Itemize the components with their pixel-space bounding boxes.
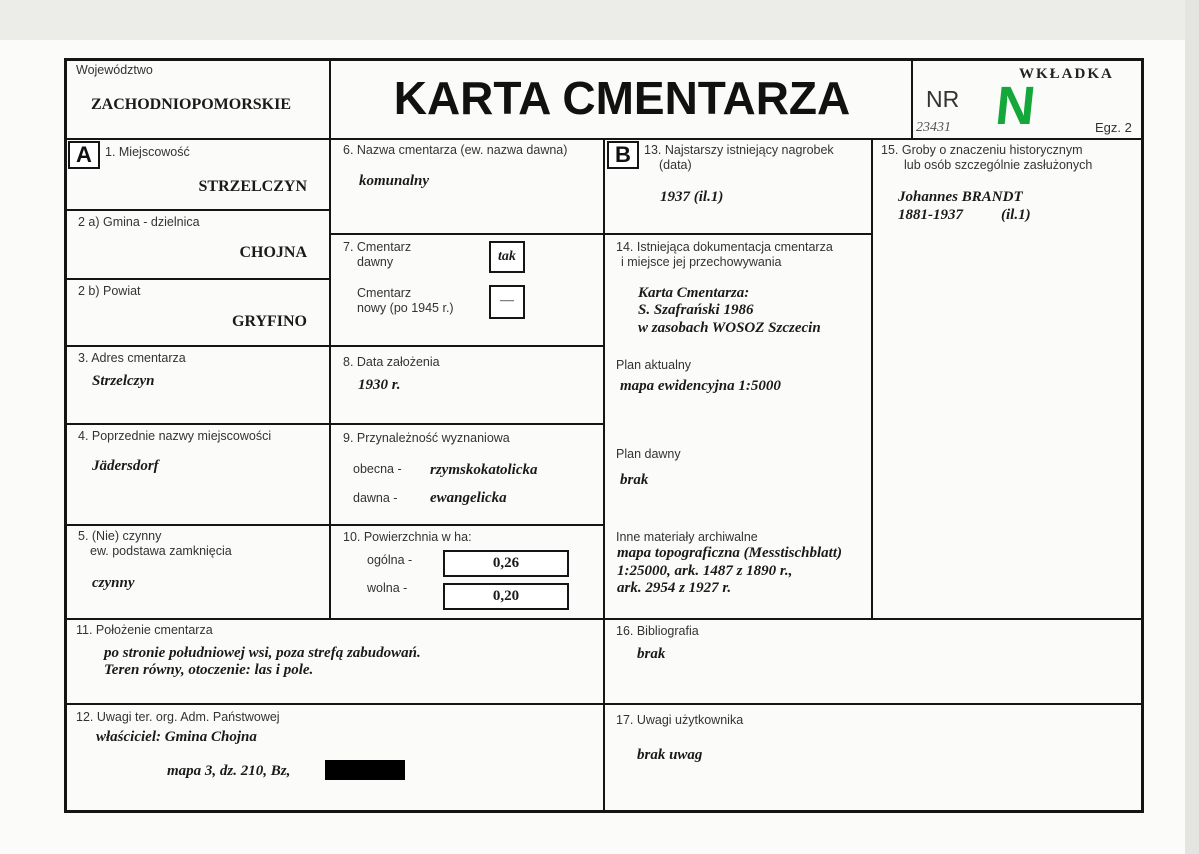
- copy-label: Egz. 2: [1095, 120, 1132, 135]
- active-label-2: ew. podstawa zamknięcia: [90, 544, 232, 558]
- graves-label-2: lub osób szczególnie zasłużonych: [904, 158, 1093, 172]
- new-cemetery-box: —: [489, 285, 525, 319]
- commune-label: 2 a) Gmina - dzielnica: [78, 215, 200, 229]
- oldest-grave-value: 1937 (il.1): [660, 189, 724, 205]
- col3-divider: [871, 138, 873, 620]
- locality-value: STRZELCZYN: [198, 178, 307, 195]
- docs-value-2: S. Szafrański 1986: [638, 302, 754, 318]
- active-value: czynny: [92, 575, 135, 591]
- former-names-label: 4. Poprzednie nazwy miejscowości: [78, 429, 272, 443]
- page-title: KARTA CMENTARZA: [393, 72, 851, 124]
- current-denomination-label: obecna -: [353, 462, 402, 476]
- oldest-grave-label-2: (data): [659, 158, 692, 172]
- redaction-bar: [325, 760, 405, 780]
- docs-value-3: w zasobach WOSOZ Szczecin: [638, 320, 821, 336]
- location-label: 11. Położenie cmentarza: [76, 623, 213, 637]
- new-cemetery-label: Cmentarz: [357, 286, 412, 300]
- old-cemetery-box: tak: [489, 241, 525, 273]
- current-plan-value: mapa ewidencyjna 1:5000: [620, 378, 781, 394]
- frame-right: [1141, 58, 1144, 813]
- docs-value-1: Karta Cmentarza:: [638, 285, 750, 301]
- active-label: 5. (Nie) czynny: [78, 529, 162, 543]
- nr-handwritten: 23431: [916, 120, 951, 135]
- row-a2: [64, 278, 331, 280]
- row-a4: [64, 423, 605, 425]
- archive-label: Inne materiały archiwalne: [616, 530, 758, 544]
- voivodeship-value: ZACHODNIOPOMORSKIE: [91, 96, 292, 113]
- grave-years: 1881-1937: [898, 207, 963, 223]
- current-plan-label: Plan aktualny: [616, 358, 692, 372]
- location-value-2: Teren równy, otoczenie: las i pole.: [104, 662, 314, 678]
- total-area-label: ogólna -: [367, 553, 413, 567]
- scan-top-margin: [0, 0, 1199, 40]
- grave-name: Johannes BRANDT: [898, 189, 1023, 205]
- founded-value: 1930 r.: [358, 377, 401, 393]
- col2-divider: [603, 138, 605, 813]
- location-value-1: po stronie południowej wsi, poza strefą zabudowań.: [104, 645, 421, 661]
- row-m1: [329, 233, 605, 235]
- archive-value-3: ark. 2954 z 1927 r.: [617, 580, 732, 596]
- denomination-label: 9. Przynależność wyznaniowa: [343, 431, 510, 445]
- graves-label: 15. Groby o znaczeniu historycznym: [881, 143, 1083, 157]
- old-cemetery-label: 7. Cmentarz: [343, 240, 412, 254]
- insert-label: WKŁADKA: [1019, 66, 1114, 82]
- nr-mark: N: [992, 76, 1039, 136]
- cemetery-name-value: komunalny: [359, 173, 430, 189]
- archive-value-1: mapa topograficzna (Messtischblatt): [617, 545, 843, 561]
- remarks-label: 12. Uwagi ter. org. Adm. Państwowej: [76, 710, 280, 724]
- founded-label: 8. Data założenia: [343, 355, 440, 369]
- user-remarks-label: 17. Uwagi użytkownika: [616, 713, 744, 727]
- voivodeship-label: Województwo: [76, 63, 153, 77]
- old-cemetery-label-2: dawny: [357, 255, 394, 269]
- free-area-box: 0,20: [443, 583, 569, 610]
- row-a5: [64, 524, 605, 526]
- free-area-label: wolna -: [367, 581, 408, 595]
- nr-label: NR: [926, 86, 960, 112]
- remarks-value-1: właściciel: Gmina Chojna: [96, 729, 257, 745]
- cemetery-card: [64, 58, 1144, 814]
- locality-label: 1. Miejscowość: [105, 145, 190, 159]
- cemetery-name-label: 6. Nazwa cmentarza (ew. nazwa dawna): [343, 143, 568, 157]
- scan-right-margin: [1185, 0, 1199, 854]
- current-denomination-value: rzymskokatolicka: [430, 462, 538, 478]
- county-value: GRYFINO: [232, 313, 307, 330]
- area-label: 10. Powierzchnia w ha:: [343, 530, 472, 544]
- row-b1: [603, 233, 873, 235]
- former-names-value: Jädersdorf: [92, 458, 159, 474]
- archive-value-2: 1:25000, ark. 1487 z 1890 r.,: [617, 563, 793, 579]
- section-b-badge: B: [607, 141, 639, 169]
- bibliography-label: 16. Bibliografia: [616, 624, 699, 638]
- commune-value: CHOJNA: [239, 244, 307, 261]
- new-cemetery-label-2: nowy (po 1945 r.): [357, 301, 454, 315]
- docs-label: 14. Istniejąca dokumentacja cmentarza: [616, 240, 833, 254]
- old-plan-value: brak: [620, 472, 649, 488]
- row-a1: [64, 209, 331, 211]
- row-main-bottom: [64, 618, 1144, 620]
- oldest-grave-label: 13. Najstarszy istniejący nagrobek: [644, 143, 834, 157]
- row-a3: [64, 345, 605, 347]
- grave-ref: (il.1): [1001, 207, 1031, 223]
- remarks-value-2: mapa 3, dz. 210, Bz,: [167, 763, 291, 779]
- user-remarks-value: brak uwag: [637, 747, 703, 763]
- address-value: Strzelczyn: [92, 373, 155, 389]
- frame-left: [64, 58, 67, 813]
- row-bottom-mid: [64, 703, 1144, 705]
- total-area-box: 0,26: [443, 550, 569, 577]
- docs-label-2: i miejsce jej przechowywania: [621, 255, 782, 269]
- county-label: 2 b) Powiat: [78, 284, 141, 298]
- former-denomination-label: dawna -: [353, 491, 398, 505]
- section-a-badge: A: [68, 141, 100, 169]
- old-plan-label: Plan dawny: [616, 447, 681, 461]
- address-label: 3. Adres cmentarza: [78, 351, 186, 365]
- former-denomination-value: ewangelicka: [430, 490, 507, 506]
- bibliography-value: brak: [637, 646, 666, 662]
